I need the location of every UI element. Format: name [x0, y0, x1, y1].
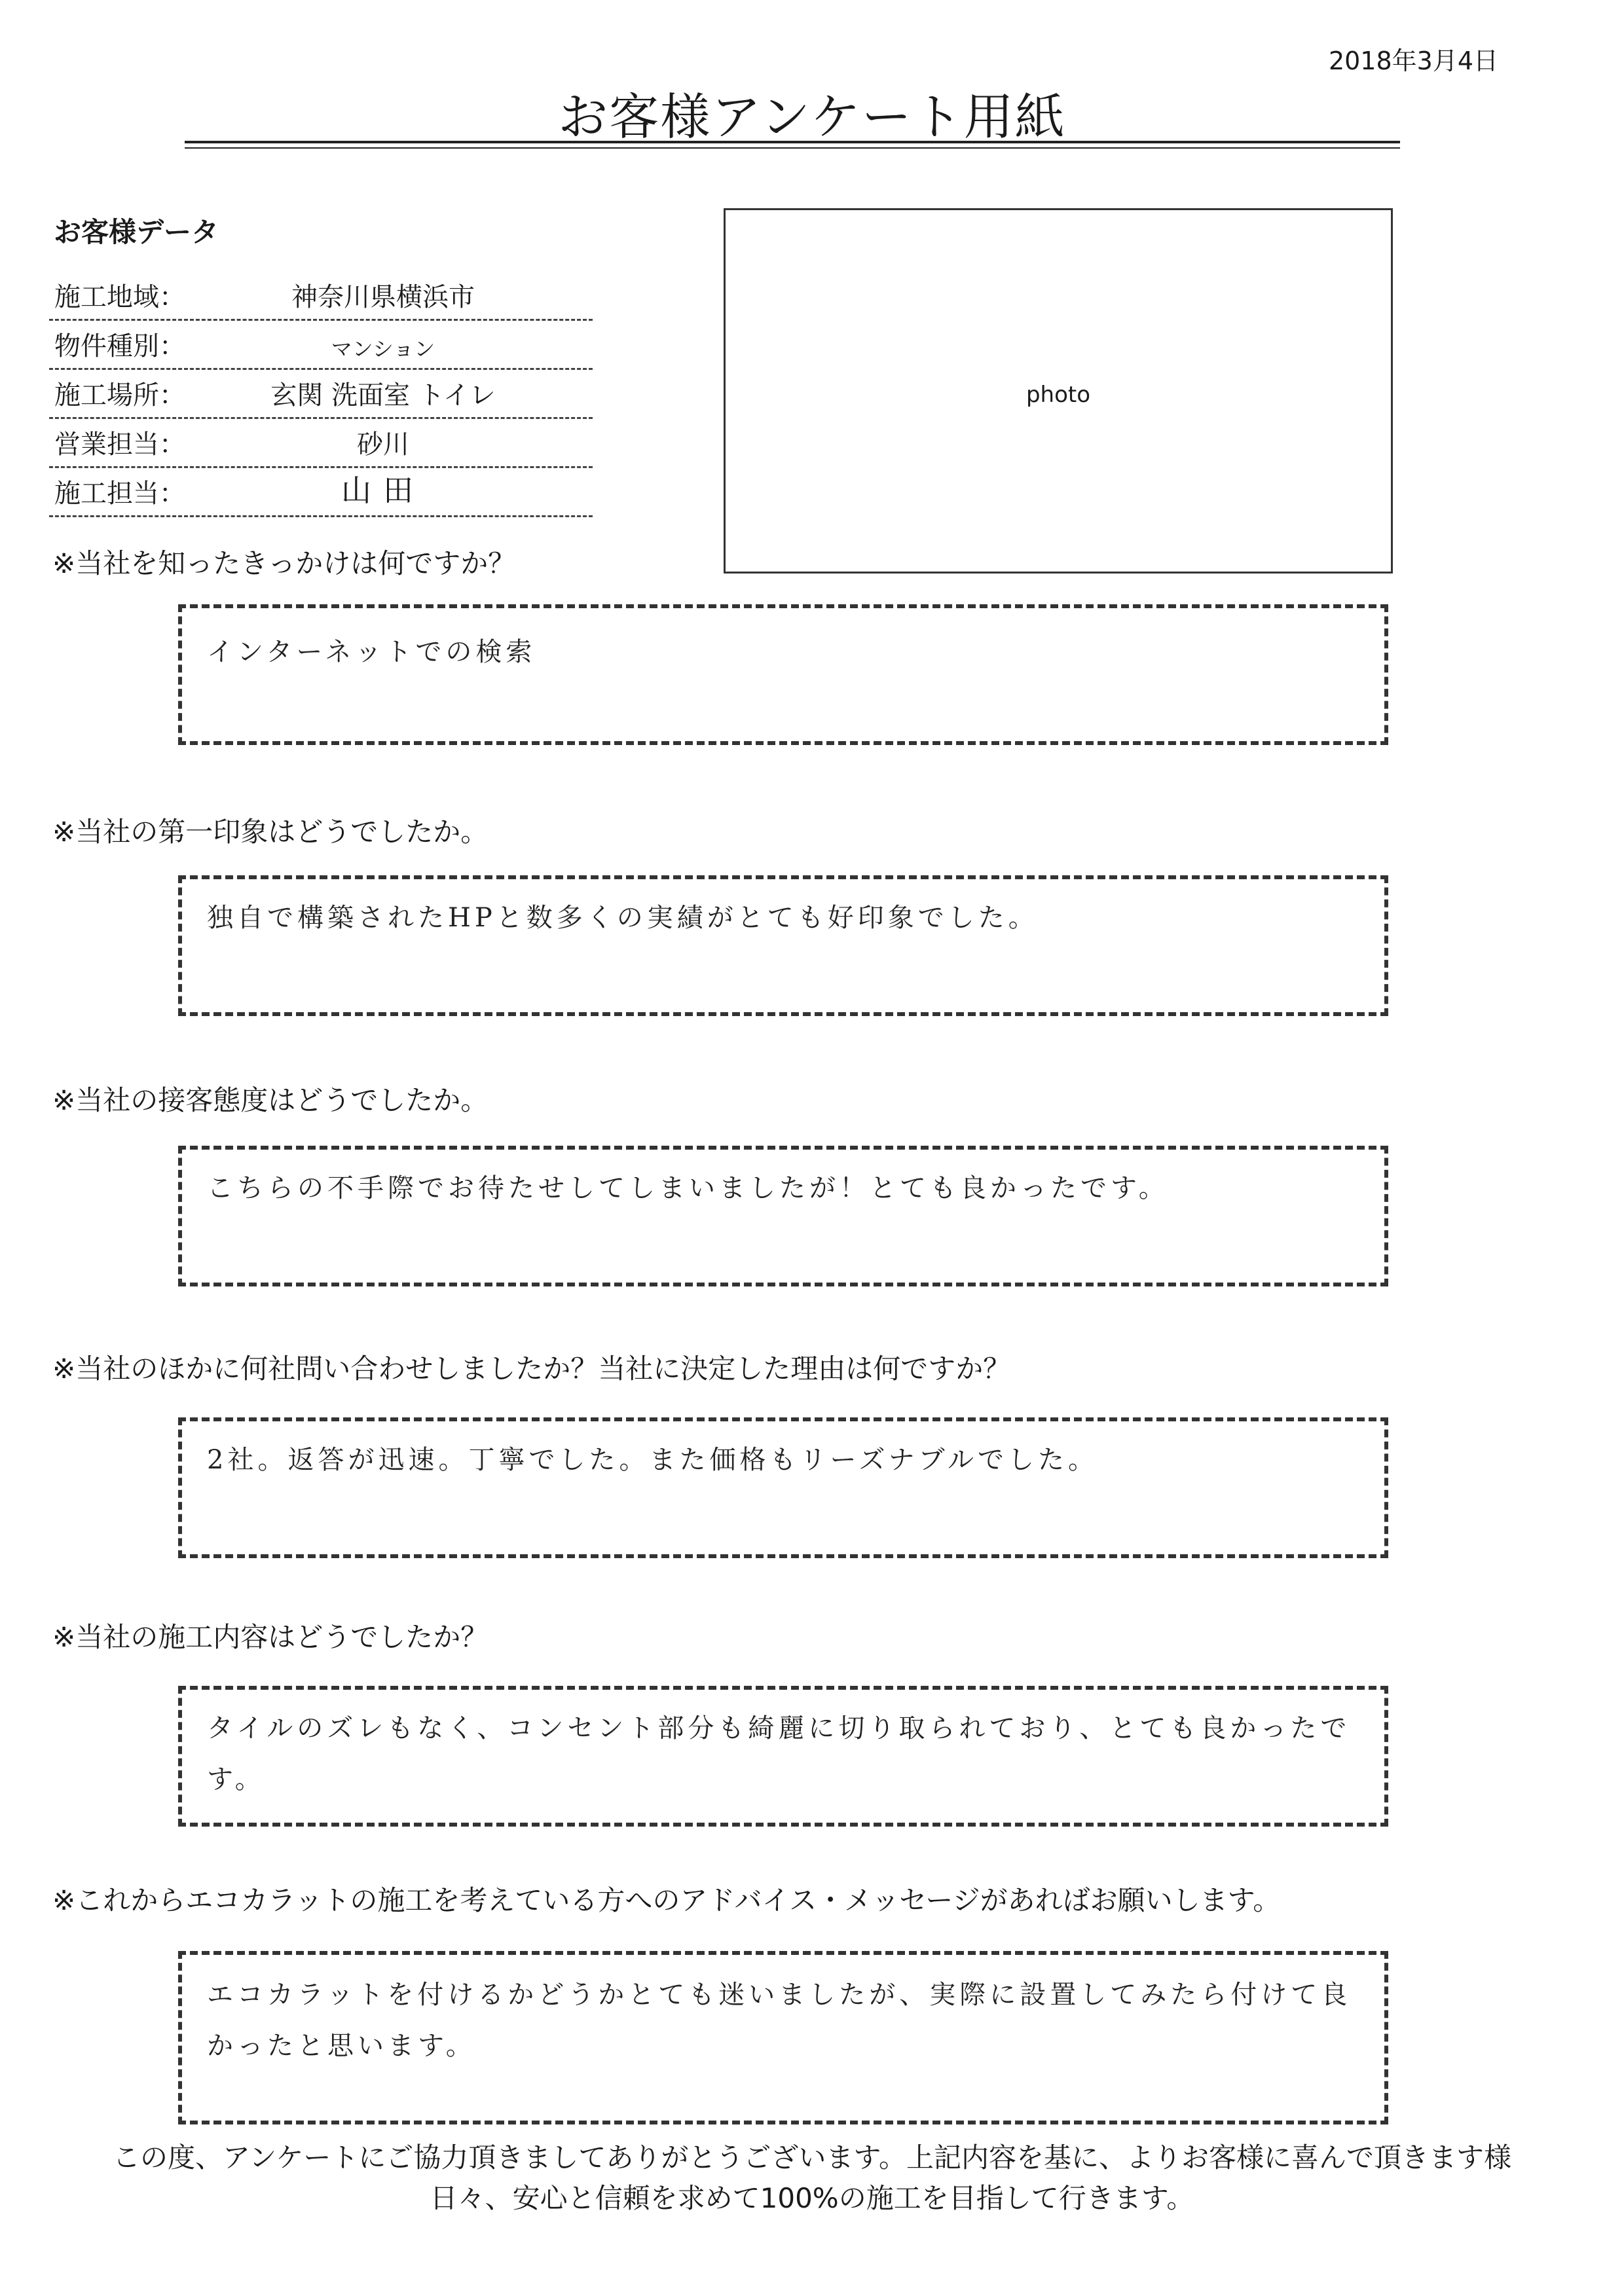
label-construction-rep: 施工担当：: [54, 479, 185, 509]
answer-box-1: [178, 604, 1388, 745]
title-rule: [185, 141, 1400, 143]
question-3: ※当社の接客態度はどうでしたか。: [52, 1084, 489, 1116]
photo-label: photo: [1025, 382, 1091, 408]
row-construction-location: [49, 370, 593, 419]
answer-2: 独自で構築されたHPと数多くの実績がとても好印象でした。: [207, 903, 1039, 933]
title-rule-thin: [185, 147, 1400, 149]
answer-4: 2社。返答が迅速。丁寧でした。また価格もリーズナブルでした。: [207, 1445, 1099, 1475]
value-construction-location: 玄関 洗面室 トイレ: [270, 380, 496, 410]
value-sales-rep: 砂川: [357, 429, 409, 460]
row-construction-rep: [49, 468, 593, 517]
question-6: ※これからエコカラットの施工を考えている方へのアドバイス・メッセージがあればお願いします。: [52, 1884, 1281, 1916]
row-property-type: [49, 321, 593, 370]
page-title: お客様アンケート用紙: [558, 88, 1066, 146]
answer-5: タイルのズレもなく、コンセント部分も綺麗に切り取られており、とても良かったです。: [207, 1713, 1351, 1795]
question-2: ※当社の第一印象はどうでしたか。: [52, 816, 489, 848]
value-construction-rep: 山田: [341, 473, 425, 508]
answer-box-5: [178, 1686, 1388, 1827]
value-property-type: マンション: [331, 337, 435, 361]
photo-placeholder: [724, 208, 1393, 574]
answer-box-6: [178, 1951, 1388, 2124]
row-construction-area: [49, 272, 593, 321]
customer-data-heading: お客様データ: [54, 216, 219, 248]
survey-date: 2018年3月4日: [1328, 46, 1498, 75]
footer-message: [0, 2138, 1624, 2219]
label-construction-location: 施工場所：: [54, 380, 185, 410]
answer-box-4: [178, 1417, 1388, 1558]
answer-3: こちらの不手際でお待たせしてしまいましたが！とても良かったです。: [207, 1173, 1169, 1203]
label-property-type: 物件種別：: [54, 331, 185, 361]
footer-line-1: この度、アンケートにご協力頂きましてありがとうございます。上記内容を基に、よりお客様に喜んで頂きます様: [112, 2141, 1512, 2174]
label-construction-area: 施工地域：: [54, 282, 185, 312]
question-4: ※当社のほかに何社問い合わせしましたか？当社に決定した理由は何ですか？: [52, 1353, 1011, 1385]
answer-box-2: [178, 875, 1388, 1016]
customer-data-table: [49, 272, 593, 517]
label-sales-rep: 営業担当：: [54, 429, 185, 460]
answer-1: インターネットでの検索: [207, 637, 536, 667]
question-1: ※当社を知ったきっかけは何ですか？: [52, 547, 516, 579]
answer-box-3: [178, 1146, 1388, 1286]
value-construction-area: 神奈川県横浜市: [291, 282, 475, 312]
answer-6: エコカラットを付けるかどうかとても迷いましたが、実際に設置してみたら付けて良かったと思います。: [207, 1980, 1352, 2061]
question-5: ※当社の施工内容はどうでしたか？: [52, 1621, 489, 1653]
row-sales-rep: [49, 419, 593, 468]
footer-line-2: 日々、安心と信頼を求めて100%の施工を目指して行きます。: [430, 2182, 1194, 2214]
